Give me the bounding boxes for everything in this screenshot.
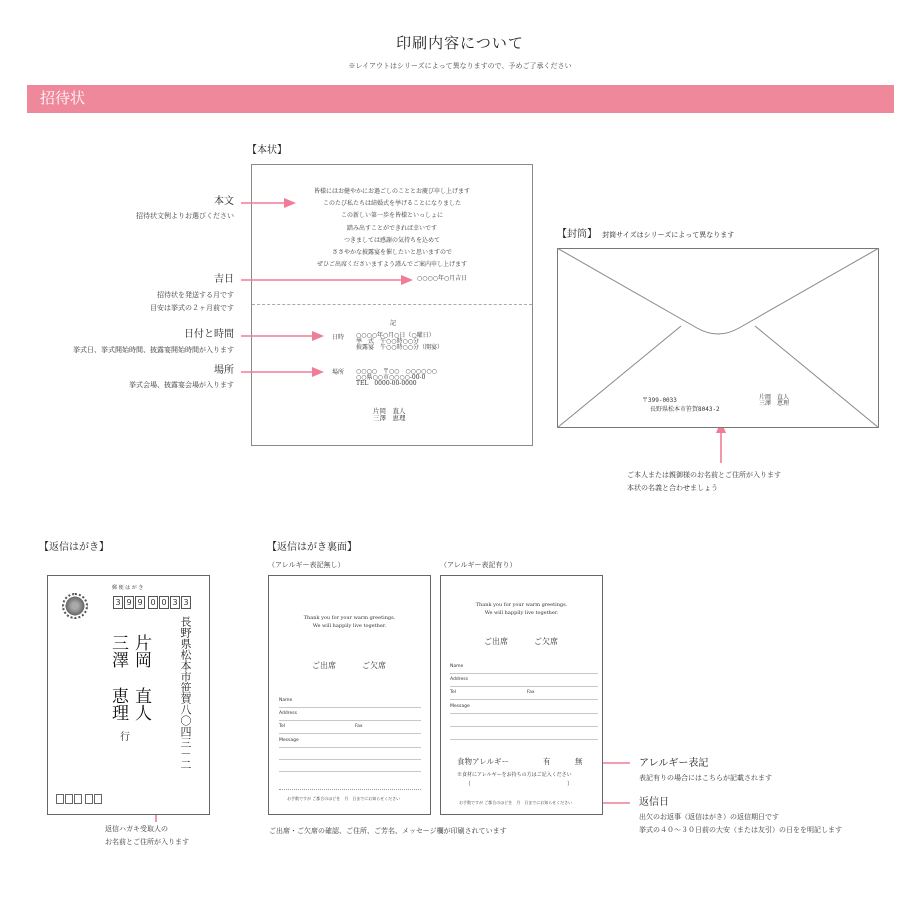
field-line [279, 747, 421, 748]
postcard-suffix: 行 [120, 732, 130, 743]
envelope-caption: 本状の名義と合わせましょう [627, 484, 718, 492]
signature-names [373, 408, 406, 421]
field-line [279, 707, 421, 708]
field-message: Message [279, 738, 299, 743]
allergy-title: 食物アレルギー [457, 757, 510, 766]
datetime-line: 披露宴 午○○時○○分（開宴） [356, 344, 443, 351]
field-tel: Tel [279, 724, 286, 729]
thanks-line: We will happily live together. [484, 610, 559, 616]
absent-option: ご欠席 [362, 661, 386, 670]
annotation-deadline-desc: 挙式の４０～３０日前の大安（または友引）の日をを明記します [639, 826, 842, 834]
envelope-flap [557, 248, 879, 428]
greeting-line: 踏み出すことができれば幸いです [346, 224, 437, 232]
thanks-message [269, 614, 430, 630]
field-fax: Fax [527, 690, 535, 695]
greeting-line: この新しい第一歩を皆様といっしょに [340, 212, 443, 220]
sender-zip-box [94, 794, 102, 804]
field-line [450, 673, 598, 674]
datetime-label: 日時 [332, 334, 345, 341]
zip-box: 9 [135, 596, 145, 609]
field-name: Name [279, 698, 293, 703]
honjo-label: 【本状】 [247, 145, 287, 156]
thanks-line: Thank you for your warm greetings. [303, 615, 396, 621]
postcard-card [47, 575, 210, 815]
stamp-seal-icon [62, 593, 88, 619]
postcard-name-top: 片岡 [131, 634, 151, 668]
envelope-address: 長野県松本市笹賀8043-2 [650, 406, 720, 413]
variant-no-allergy-label: （アレルギー表記無し） [268, 561, 345, 569]
allergy-note: ※食材にアレルギーをお持ちの方はご記入ください [457, 772, 572, 778]
annotation-datetime-title: 日付と時間 [184, 329, 234, 340]
field-line [450, 739, 598, 740]
postcard-name-bottom: 恵理 [108, 687, 128, 721]
page-title: 印刷内容について [396, 34, 524, 52]
field-line [450, 686, 598, 687]
greeting-line: 皆様にはお健やかにお過ごしのこととお慶び申し上げます [313, 188, 470, 195]
field-line [450, 713, 598, 714]
postcard-caption: お名前とご住所が入ります [105, 838, 189, 846]
annotation-kichijitsu-desc: 目安は挙式の２ヶ月前です [150, 304, 234, 312]
postcard-name-bottom: 直人 [131, 687, 151, 721]
field-line [450, 726, 598, 727]
greeting-line: ささやかな披露宴を催したいと思いますので [331, 249, 452, 257]
venue-line: ○○○○ 〒○○ ○○○○○○ [356, 368, 437, 375]
page-subtitle: ※レイアウトはシリーズによって異なりますので、予めご了承ください [348, 62, 572, 70]
annotation-datetime-desc: 挙式日、挙式開始時間、披露宴開始時間が入ります [73, 346, 234, 354]
postcard-header: 郵 便 は が き [112, 585, 144, 591]
datetime-line: ○○○○年○月○日（○曜日） [356, 332, 435, 339]
annotation-place-desc: 挙式会場、披露宴会場が入ります [129, 381, 234, 389]
section-band-label: 招待状 [40, 89, 86, 107]
deadline-text: お手数ですが ご都合のほどを 月 日までにお知らせください [287, 796, 401, 801]
venue-line: ○○県○○市○○○○-00-0 [356, 374, 426, 381]
field-tel: Tel [450, 690, 457, 695]
field-line [279, 733, 421, 734]
postcard-back-label: 【返信はがき裏面】 [267, 542, 357, 553]
zip-box: 3 [170, 596, 180, 609]
envelope-label-note: 封筒サイズはシリーズによって異なります [602, 231, 735, 239]
zip-box: 3 [181, 596, 191, 609]
field-address: Address [279, 711, 297, 716]
thanks-line: We will happily live together. [312, 623, 387, 629]
postcard-caption: 返信ハガキ受取人の [105, 825, 168, 833]
greeting-line: つきましては感謝の気持ちを込めて [343, 236, 440, 244]
zip-box: 0 [148, 596, 158, 609]
signature-name: 片岡 直人 [373, 407, 406, 415]
field-address: Address [450, 677, 468, 682]
datetime-lines [356, 333, 443, 351]
attend-option: ご出席 [312, 661, 336, 670]
envelope-label [557, 230, 734, 240]
annotation-deadline-desc: 出欠のお返事（返信はがき）の返信期日です [639, 813, 779, 821]
field-line [279, 720, 421, 721]
annotation-allergy-title: アレルギー表記 [639, 758, 709, 769]
field-line [450, 699, 598, 700]
sender-zip-box [65, 794, 73, 804]
envelope-caption: ご本人または親御様のお名前とご住所が入ります [627, 471, 781, 479]
thanks-message [441, 601, 602, 617]
honjo-card [251, 164, 533, 446]
sender-zip-box [56, 794, 64, 804]
postcard-address: 長野県松本市笹賀八〇四三－二 [179, 616, 192, 770]
sender-zip-box [85, 794, 93, 804]
postcard-name-top: 三澤 [108, 634, 128, 668]
field-message: Message [450, 704, 470, 709]
venue-line: TEL 0000-00-0000 [356, 380, 417, 387]
postcard-back-allergy [440, 575, 603, 815]
envelope-zip: 〒399-0033 [642, 397, 677, 404]
zip-box: 9 [124, 596, 134, 609]
zip-box: 0 [159, 596, 169, 609]
absent-option: ご欠席 [534, 637, 558, 646]
greeting-block [252, 186, 532, 271]
deadline-text: お手数ですが ご都合のほどを 月 日までにお知らせください [459, 800, 573, 805]
thanks-line: Thank you for your warm greetings. [475, 602, 568, 608]
section-band [27, 85, 894, 113]
signature-name: 三澤 恵理 [373, 413, 406, 422]
variant-allergy-label: （アレルギー表記有り） [440, 561, 517, 569]
annotation-allergy-desc: 表記有りの場合にはこちらが記載されます [639, 774, 772, 782]
fold-line [252, 304, 532, 305]
datetime-line: 挙 式 午○○時○○分 [356, 338, 419, 345]
envelope-name: 三澤 恵理 [759, 400, 790, 407]
envelope-label-text: 【封筒】 [557, 229, 597, 240]
attend-option: ご出席 [484, 637, 508, 646]
greeting-line: このたび私たちは結婚式を挙げることになりました [322, 200, 461, 208]
postcard-back-no-allergy [268, 575, 431, 815]
venue-lines [356, 369, 437, 387]
annotation-kichijitsu-title: 吉日 [214, 274, 234, 285]
field-fax: Fax [355, 724, 363, 729]
postcard-back-caption: ご出席・ご欠席の確認、ご住所、ご芳名、メッセージ欄が印刷されています [269, 827, 507, 835]
allergy-yes: 有 [543, 757, 551, 766]
postcard-label: 【返信はがき】 [39, 542, 109, 553]
sender-zip-box [74, 794, 82, 804]
zip-box: 3 [113, 596, 123, 609]
annotation-honbun-desc: 招待状文例よりお選びください [136, 212, 234, 220]
envelope-name: 片岡 直人 [759, 394, 790, 401]
field-line [279, 771, 421, 772]
greeting-line: ぜひご出席くださいますよう謹んでご案内申し上げます [316, 261, 467, 269]
deadline-dotline [279, 789, 421, 790]
envelope-names [759, 395, 789, 407]
kichijitsu-date: ○○○○年○月吉日 [417, 275, 468, 282]
annotation-kichijitsu-desc: 招待状を発送する月です [157, 291, 234, 299]
ki-label: 記 [390, 320, 397, 327]
envelope-card [557, 248, 879, 428]
annotation-place-title: 場所 [214, 365, 234, 376]
field-line [279, 759, 421, 760]
annotation-deadline-title: 返信日 [639, 797, 669, 808]
allergy-no: 無 [575, 757, 583, 766]
field-name: Name [450, 664, 464, 669]
allergy-paren: （ ） [465, 781, 574, 788]
venue-label: 場所 [332, 369, 345, 376]
annotation-honbun-title: 本文 [214, 196, 234, 207]
